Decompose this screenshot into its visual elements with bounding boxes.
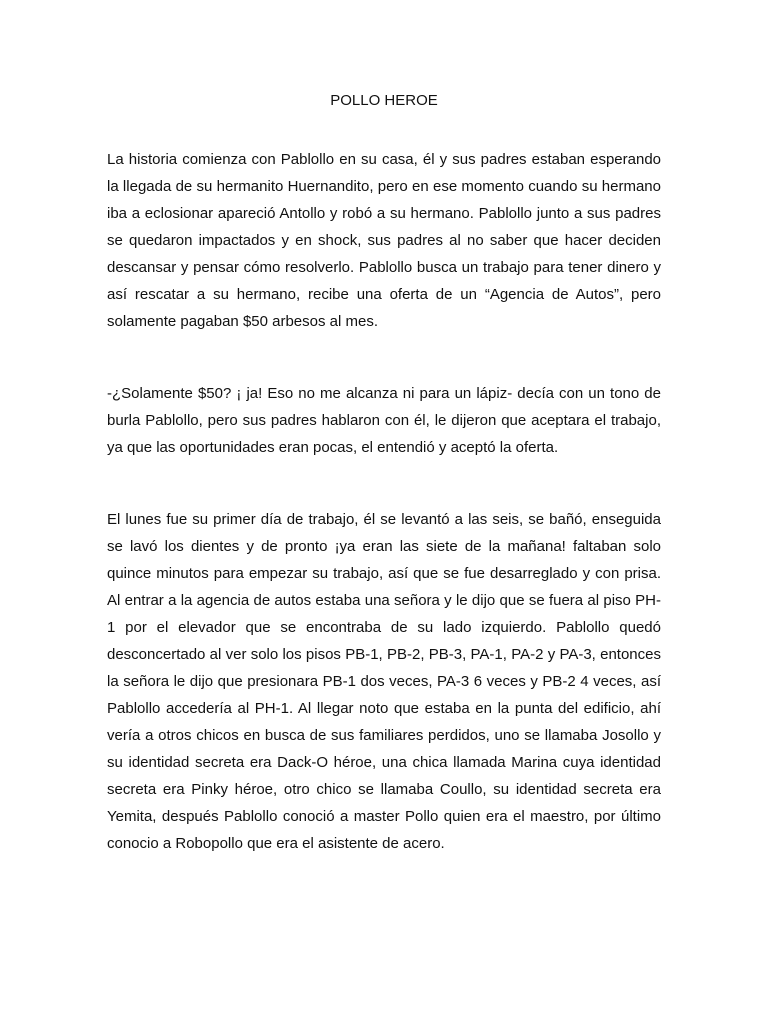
paragraph-3: El lunes fue su primer día de trabajo, él se levantó a las seis, se bañó, enseguida se lavó los dientes y de pronto ¡ya eran las siete de la mañana! faltaban solo quince minutos para empezar su trabajo, así que se fue desarreglado y con prisa. Al entrar a la agencia de autos estaba una señora y le dijo que se fuera al piso PH-1 por el elevador que se encontraba de su lado izquierdo. Pablollo quedó desconcertado al ver solo los pisos PB-1, PB-2, PB-3, PA-1, PA-2 y PA-3, entonces la señora le dijo que presionara PB-1 dos veces, PA-3 6 veces y PB-2 4 veces, así Pablollo accedería al PH-1. Al llegar noto que estaba en la punta del edificio, ahí vería a otros chicos en busca de sus familiares perdidos, uno se llamaba Josollo y su identidad secreta era Dack-O héroe, una chica llamada Marina cuya identidad secreta era Pinky héroe, otro chico se llamaba Coullo, su identidad secreta era Yemita, después Pablollo conoció a master Pollo quien era el maestro, por último conocio a Robopollo que era el asistente de acero. — [107, 511, 661, 852]
paragraph-1: La historia comienza con Pablollo en su casa, él y sus padres estaban esperando la llegada de su hermanito Huernandito, pero en ese momento cuando su hermano iba a eclosionar apareció Antollo y robó a su hermano. Pablollo junto a sus padres se quedaron impactados y en shock, sus padres al no saber que hacer deciden descansar y pensar cómo resolverlo. Pablollo busca un trabajo para tener dinero y así rescatar a su hermano, recibe una oferta de un “Agencia de Autos”, pero solamente pagaban $50 arbesos al mes. — [107, 151, 661, 330]
paragraph-2: -¿Solamente $50? ¡ ja! Eso no me alcanza ni para un lápiz- decía con un tono de burla Pablollo, pero sus padres hablaron con él, le dijeron que aceptara el trabajo, ya que las oportunidades eran pocas, el entendió y aceptó la oferta. — [107, 385, 661, 456]
document-title: POLLO HEROE — [330, 92, 438, 109]
document-body — [107, 90, 661, 857]
